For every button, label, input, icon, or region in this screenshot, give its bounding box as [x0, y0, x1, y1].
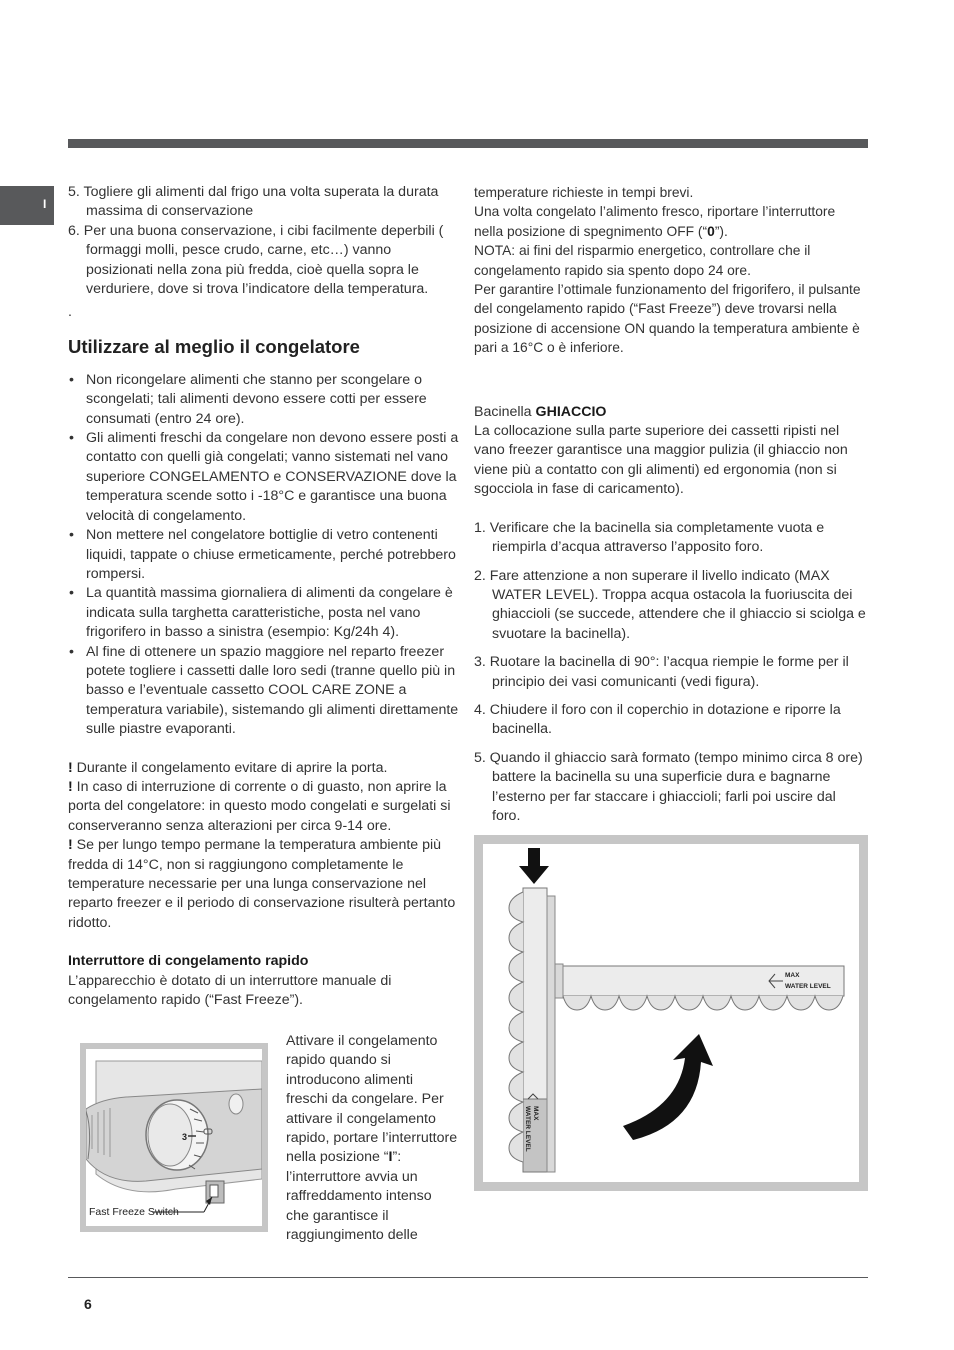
warning-text: Durante il congelamento evitare di aprire la porta.	[72, 759, 388, 776]
warning-door	[68, 759, 460, 778]
language-tab-label: I	[43, 197, 47, 211]
warning-icon: !	[68, 778, 73, 795]
freezer-tips-list	[68, 371, 460, 740]
language-tab	[0, 186, 54, 225]
left-column	[68, 183, 460, 1010]
list-item: • Gli alimenti freschi da congelare non devono essere posti a contatto con quelli già congelati; vanno sistemati nel vano superiore CONGELAMENTO e CONSERVAZIONE dove la temperatura scende sotto i -18°C e garantisce una buona velocità di congelamento.	[68, 429, 460, 526]
fast-freeze-caption: Fast Freeze Switch	[89, 1206, 179, 1218]
page-number: 6	[84, 1296, 92, 1312]
paragraph-off	[474, 202, 868, 241]
fast-freeze-title: Interruttore di congelamento rapido	[68, 953, 309, 970]
paragraph-note: NOTA: ai fini del risparmio energetico, controllare che il congelamento rapido sia spento dopo 24 ore.	[474, 243, 811, 278]
instruction-text: Attivare il congelamento rapido quando si introducono alimenti freschi da congelare. Per attivare il congelamento rapido, portare l’interruttore nella posizione “	[286, 1033, 458, 1166]
ice-tray-steps	[474, 519, 868, 827]
paragraph: temperature richieste in tempi brevi.	[474, 185, 694, 200]
dial-number: 3	[182, 1132, 188, 1142]
right-column	[474, 183, 868, 835]
list-item: 4. Chiudere il foro con il coperchio in dotazione e riporre la bacinella.	[474, 701, 841, 738]
ice-tray-intro: La collocazione sulla parte superiore dei cassetti ripisti nel vano freezer garantisce una maggior pulizia (il ghiaccio non viene più a contatto con gli alimenti) ed ergonomia (non si sgocciola in fase di caricamento).	[474, 423, 848, 498]
list-item: 5. Quando il ghiaccio sarà formato (tempo minimo circa 8 ore) battere la bacinella su una superficie dura e bagnarne l’esterno per far staccare i ghiaccioli; farli poi uscire dal foro.	[474, 749, 863, 824]
fast-freeze-illustration	[86, 1049, 262, 1226]
off-position: 0	[707, 223, 715, 239]
warning-icon: !	[68, 759, 73, 776]
fast-freeze-intro: L’apparecchio è dotato di un interruttore manuale di congelamento rapido (“Fast Freeze”).	[68, 972, 392, 1009]
paragraph-text: ”).	[714, 223, 728, 239]
switch-position: I	[388, 1149, 393, 1166]
ice-tray-heading	[474, 403, 868, 422]
paragraph-text: Una volta congelato l’alimento fresco, riportare l’interruttore nella posizione di spegnimento OFF (“	[474, 204, 836, 239]
warning-power	[68, 778, 460, 836]
warning-icon: !	[68, 837, 73, 854]
instruction-text: ”: l’interruttore avvia un raffreddamento intenso che garantisce il raggiungimento delle	[286, 1149, 432, 1244]
fast-freeze-instructions	[286, 1032, 458, 1245]
fast-freeze-figure	[80, 1043, 268, 1232]
ice-tray-title: GHIACCIO	[535, 403, 607, 420]
paragraph: Per garantire l’ottimale funzionamento del frigorifero, il pulsante del congelamento rapido (“Fast Freeze”) deve trovarsi nella posizione di accensione ON quando la temperatura ambiente è pari a 16°C o è inferiore.	[474, 282, 861, 356]
list-item-6: 6. Per una buona conservazione, i cibi facilmente deperbili ( formaggi molli, pesce crudo, carne, etc…) vanno posizionati nella zona più fredda, cioè quella sopra le verduriere, dove si trova l’indicatore della temperatura.	[68, 222, 444, 298]
ice-tray-figure	[474, 835, 868, 1191]
list-item: • Al fine di ottenere un spazio maggiore nel reparto freezer potete togliere i cassetti dalle loro sedi (tranne quello più in basso e l’eventuale cassetto COOL CARE ZONE a temperatura variabile), sistemando gli alimenti direttamente sulle piastre evaporanti.	[68, 643, 460, 740]
ice-tray-label: Bacinella	[474, 403, 536, 420]
list-item: • La quantità massima giornaliera di alimenti da congelare è indicata sulla targhetta caratteristiche, posta nel vano frigorifero in basso a sinistra (esempio: Kg/24h 4).	[68, 584, 460, 642]
list-item: 1. Verificare che la bacinella sia completamente vuota e riempirla d’acqua attraverso l’apposito foro.	[474, 519, 825, 556]
max-label-vertical: MAX	[532, 1106, 539, 1121]
max-label: MAX	[785, 972, 800, 979]
footer-rule	[68, 1277, 868, 1278]
list-item: • Non mettere nel congelatore bottiglie di vetro contenenti liquidi, tappate o chiuse ermeticamente, perché potrebbero rompersi.	[68, 526, 460, 584]
warning-text: In caso di interruzione di corrente o di guasto, non aprire la porta del congelatore: in questo modo congelati e surgelati si conserveranno senza alterazioni per circa 9-14 ore.	[68, 778, 451, 834]
stray-dot: .	[68, 304, 72, 321]
list-item: 3. Ruotare la bacinella di 90°: l’acqua riempie le forme per il principio dei vasi comunicanti (vedi figura).	[474, 654, 849, 690]
list-item-5: 5. Togliere gli alimenti dal frigo una volta superata la durata massima di conservazione	[68, 184, 439, 220]
list-item: 2. Fare attenzione a non superare il livello indicato (MAX WATER LEVEL). Troppa acqua ostacola la fuoriuscita dei ghiaccioli (se succede, attendere che il ghiaccio si sciolga e svuotare la bacinella).	[474, 567, 866, 642]
list-item: • Non ricongelare alimenti che stanno per scongelare o scongelati; tali alimenti devono essere cotti per essere consumati (entro 24 ore).	[68, 371, 460, 429]
warning-text: Se per lungo tempo permane la temperatura ambiente più fredda di 14°C, non si raggiungono completamente le temperature necessarie per una lunga conservazione nel reparto freezer e il periodo di conservazione risulterà pertanto ridotto.	[68, 837, 456, 931]
warning-temperature	[68, 836, 460, 933]
water-level-label-vertical: WATER LEVEL	[524, 1106, 531, 1152]
water-level-label: WATER LEVEL	[785, 983, 831, 990]
header-rule	[68, 139, 868, 148]
ice-tray-illustration	[483, 844, 859, 1182]
section-title-freezer: Utilizzare al meglio il congelatore	[68, 335, 360, 357]
